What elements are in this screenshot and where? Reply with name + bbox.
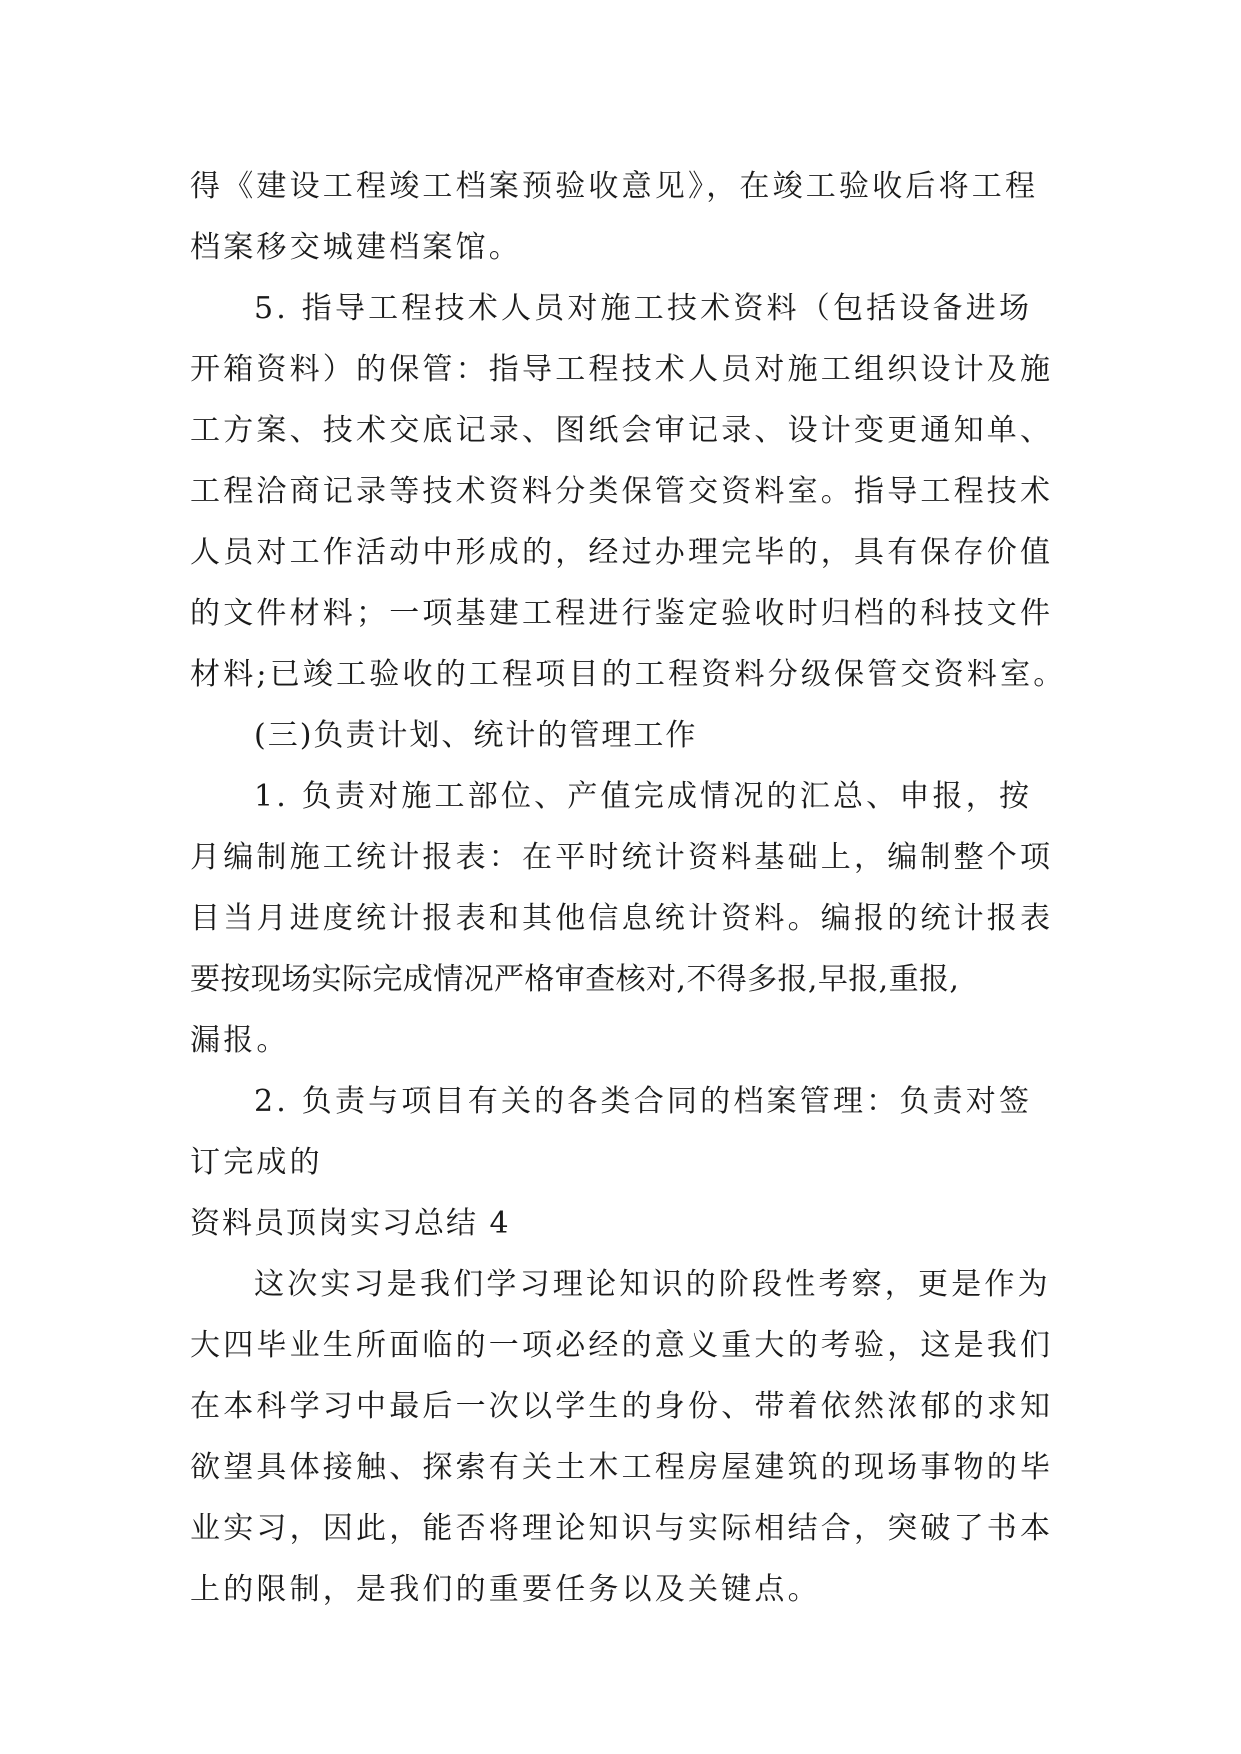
text-line: 得《建设工程竣工档案预验收意见》，在竣工验收后将工程 bbox=[190, 169, 1039, 204]
text-line: 在本科学习中最后一次以学生的身份、带着依然浓郁的求知 bbox=[190, 1389, 1054, 1424]
text-line: 欲望具体接触、探索有关土木工程房屋建筑的现场事物的毕 bbox=[190, 1450, 1054, 1485]
text-line: 5. 指导工程技术人员对施工技术资料（包括设备进场 bbox=[254, 291, 1033, 326]
document-body bbox=[190, 156, 1067, 1620]
text-line: 2. 负责与项目有关的各类合同的档案管理：负责对签 bbox=[254, 1084, 1033, 1119]
text-line: 业实习，因此，能否将理论知识与实际相结合，突破了书本 bbox=[190, 1511, 1054, 1546]
text-line: 上的限制，是我们的重要任务以及关键点。 bbox=[190, 1572, 821, 1607]
text-line: 大四毕业生所面临的一项必经的意义重大的考验，这是我们 bbox=[190, 1328, 1054, 1363]
text-line: 开箱资料）的保管：指导工程技术人员对施工组织设计及施 bbox=[190, 352, 1054, 387]
text-line: 档案移交城建档案馆。 bbox=[190, 230, 522, 265]
text-line: 1. 负责对施工部位、产值完成情况的汇总、申报，按 bbox=[254, 779, 1033, 814]
text-line: 这次实习是我们学习理论知识的阶段性考察，更是作为 bbox=[254, 1267, 1051, 1302]
text-line: 人员对工作活动中形成的，经过办理完毕的，具有保存价值 bbox=[190, 535, 1054, 570]
article-title: 资料员顶岗实习总结 4 bbox=[190, 1206, 511, 1241]
text-line: 的文件材料；一项基建工程进行鉴定验收时归档的科技文件 bbox=[190, 596, 1054, 631]
text-line: 工方案、技术交底记录、图纸会审记录、设计变更通知单、 bbox=[190, 413, 1054, 448]
section-heading: (三)负责计划、统计的管理工作 bbox=[254, 718, 698, 753]
text-line: 漏报。 bbox=[190, 1023, 290, 1058]
text-line: 要按现场实际完成情况严格审查核对,不得多报,早报,重报, bbox=[190, 962, 960, 997]
text-line: 月编制施工统计报表：在平时统计资料基础上，编制整个项 bbox=[190, 840, 1054, 875]
text-line: 目当月进度统计报表和其他信息统计资料。编报的统计报表 bbox=[190, 901, 1054, 936]
text-line: 工程洽商记录等技术资料分类保管交资料室。指导工程技术 bbox=[190, 474, 1054, 509]
text-line: 材料;已竣工验收的工程项目的工程资料分级保管交资料室。 bbox=[190, 657, 1067, 692]
text-line: 订完成的 bbox=[190, 1145, 323, 1180]
